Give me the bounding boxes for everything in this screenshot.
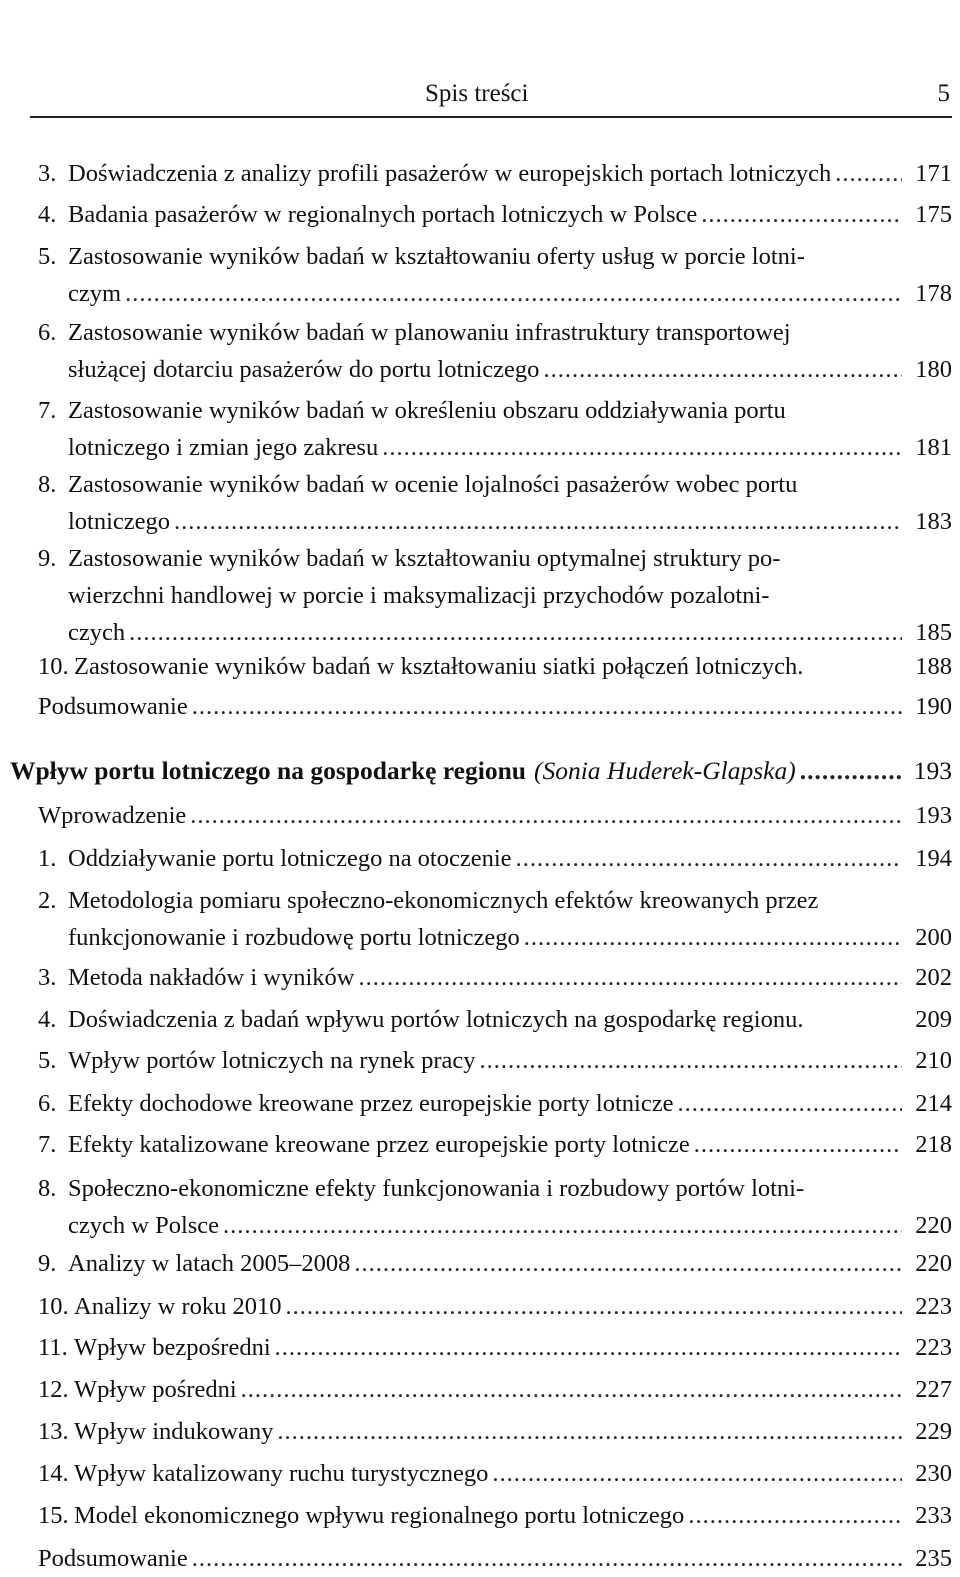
toc-entry-line bbox=[38, 1540, 952, 1577]
toc-entry-number: 11. bbox=[38, 1334, 68, 1361]
toc-page-number: 178 bbox=[915, 280, 952, 307]
toc-entry-number: 6. bbox=[38, 319, 57, 346]
toc-entry-line bbox=[38, 351, 952, 388]
running-head-title: Spis treści bbox=[425, 80, 529, 107]
toc-leader-dots bbox=[125, 275, 902, 312]
toc-leader-dots bbox=[277, 1413, 902, 1450]
toc-entry-line bbox=[38, 577, 952, 614]
toc-leader-dots bbox=[358, 959, 902, 996]
toc-entry-title: Doświadczenia z badań wpływu portów lotniczych na gospodarkę regionu. bbox=[68, 1006, 804, 1033]
toc-page-number: 214 bbox=[915, 1090, 952, 1117]
toc-page-number: 229 bbox=[915, 1418, 952, 1445]
toc-entry-number: 2. bbox=[38, 887, 57, 914]
toc-entry[interactable] bbox=[38, 1042, 952, 1079]
toc-entry[interactable] bbox=[38, 1371, 952, 1408]
toc-entry-number: 4. bbox=[38, 201, 57, 228]
toc-entry-line bbox=[38, 314, 952, 351]
toc-entry[interactable] bbox=[38, 688, 952, 725]
toc-entry[interactable] bbox=[38, 1540, 952, 1577]
toc-entry-line bbox=[38, 1170, 952, 1207]
chapter-page-number: 193 bbox=[913, 756, 952, 785]
toc-leader-dots bbox=[190, 797, 902, 834]
toc-page-number: 220 bbox=[915, 1250, 952, 1277]
toc-entry-line bbox=[38, 1288, 952, 1325]
toc-entry-line bbox=[38, 1042, 952, 1079]
toc-entry-number: 14. bbox=[38, 1460, 69, 1487]
header-rule bbox=[30, 116, 952, 118]
toc-leader-dots bbox=[174, 503, 902, 540]
toc-entry-title: lotniczego i zmian jego zakresu bbox=[68, 434, 379, 461]
toc-leader-dots bbox=[129, 614, 902, 651]
toc-page-number: 223 bbox=[915, 1293, 952, 1320]
toc-leader-dots bbox=[354, 1245, 902, 1282]
toc-entry[interactable] bbox=[38, 392, 952, 466]
toc-entry[interactable] bbox=[38, 797, 952, 834]
toc-leader-dots bbox=[286, 1288, 902, 1325]
toc-entry-number: 5. bbox=[38, 243, 57, 270]
toc-entry-title: czych bbox=[68, 619, 126, 646]
toc-leader-dots bbox=[382, 429, 902, 466]
toc-entry-title: Wpływ bezpośredni bbox=[74, 1334, 271, 1361]
toc-entry-line bbox=[38, 959, 952, 996]
toc-entry-line bbox=[38, 1207, 952, 1244]
toc-entry-line bbox=[38, 1329, 952, 1366]
toc-entry-line bbox=[38, 1497, 952, 1534]
toc-entry-line bbox=[38, 882, 952, 919]
toc-entry-line bbox=[38, 1126, 952, 1163]
toc-entry-line bbox=[38, 503, 952, 540]
toc-page-number: 202 bbox=[915, 964, 952, 991]
toc-entry[interactable] bbox=[38, 196, 952, 233]
running-head-page-number: 5 bbox=[937, 80, 950, 107]
toc-entry-title: Wpływ katalizowany ruchu turystycznego bbox=[74, 1460, 489, 1487]
toc-entry-title: Wpływ pośredni bbox=[74, 1376, 237, 1403]
toc-entry-line bbox=[38, 614, 952, 651]
toc-leader-dots bbox=[835, 155, 902, 192]
toc-entry-line bbox=[38, 429, 952, 466]
toc-entry-title: Wpływ portów lotniczych na rynek pracy bbox=[68, 1047, 476, 1074]
toc-page-number: 218 bbox=[915, 1131, 952, 1158]
toc-entry-title: funkcjonowanie i rozbudowę portu lotniczego bbox=[68, 924, 520, 951]
toc-page-number: 200 bbox=[915, 924, 952, 951]
toc-entry-number: 4. bbox=[38, 1006, 57, 1033]
toc-entry[interactable] bbox=[38, 540, 952, 651]
toc-entry[interactable] bbox=[38, 1085, 952, 1122]
toc-leader-dots bbox=[192, 688, 902, 725]
toc-entry-number: 7. bbox=[38, 397, 57, 424]
toc-entry-line bbox=[38, 196, 952, 233]
toc-page-number: 190 bbox=[915, 693, 952, 720]
toc-entry-title: Społeczno-ekonomiczne efekty funkcjonowania i rozbudowy portów lotni- bbox=[68, 1175, 805, 1202]
toc-page-number: 193 bbox=[915, 802, 952, 829]
toc-entry-title: wierzchni handlowej w porcie i maksymalizacji przychodów pozalotni- bbox=[68, 582, 770, 609]
toc-page-number: 188 bbox=[915, 653, 952, 680]
toc-entry-title: Analizy w roku 2010 bbox=[74, 1293, 282, 1320]
toc-entry-line bbox=[38, 648, 952, 685]
toc-entry[interactable] bbox=[38, 314, 952, 388]
toc-page-number: 183 bbox=[915, 508, 952, 535]
toc-entry-number: 8. bbox=[38, 1175, 57, 1202]
toc-entry-title: czych w Polsce bbox=[68, 1212, 220, 1239]
toc-entry-title: Zastosowanie wyników badań w planowaniu infrastruktury transportowej bbox=[68, 319, 791, 346]
toc-entry-title: Zastosowanie wyników badań w ocenie lojalności pasażerów wobec portu bbox=[68, 471, 798, 498]
toc-entry-line bbox=[38, 1455, 952, 1492]
toc-entry-number: 8. bbox=[38, 471, 57, 498]
toc-page-number: 194 bbox=[915, 845, 952, 872]
toc-entry-title: Efekty katalizowane kreowane przez europejskie porty lotnicze bbox=[68, 1131, 690, 1158]
toc-page-number: 210 bbox=[915, 1047, 952, 1074]
toc-entry-number: 9. bbox=[38, 1250, 57, 1277]
toc-entry-line bbox=[38, 466, 952, 503]
toc-leader-dots bbox=[688, 1497, 902, 1534]
toc-entry-line bbox=[38, 919, 952, 956]
toc-entry-title: Wpływ indukowany bbox=[74, 1418, 274, 1445]
toc-entry-title: Zastosowanie wyników badań w określeniu obszaru oddziaływania portu bbox=[68, 397, 786, 424]
toc-leader-dots bbox=[492, 1455, 902, 1492]
toc-entry-title: służącej dotarciu pasażerów do portu lotniczego bbox=[68, 356, 540, 383]
toc-entry-line bbox=[38, 540, 952, 577]
toc-entry-title: Podsumowanie bbox=[38, 1545, 188, 1572]
toc-entry[interactable] bbox=[38, 1497, 952, 1534]
toc-leader-dots bbox=[275, 1329, 902, 1366]
toc-leader-dots bbox=[516, 840, 902, 877]
toc-entry[interactable] bbox=[38, 466, 952, 540]
toc-entry-title: Analizy w latach 2005–2008 bbox=[68, 1250, 351, 1277]
toc-entry[interactable] bbox=[38, 1001, 952, 1038]
toc-entry[interactable] bbox=[38, 1329, 952, 1366]
toc-entry-line bbox=[38, 238, 952, 275]
toc-entry-line bbox=[38, 1001, 952, 1038]
toc-leader-dots bbox=[694, 1126, 902, 1163]
toc-page-number: 180 bbox=[915, 356, 952, 383]
toc-entry[interactable] bbox=[38, 840, 952, 877]
toc-entry[interactable] bbox=[38, 1126, 952, 1163]
toc-entry-line bbox=[38, 840, 952, 877]
toc-entry-title: Zastosowanie wyników badań w kształtowaniu siatki połączeń lotniczych. bbox=[74, 653, 804, 680]
toc-entry-line bbox=[38, 275, 952, 312]
toc-entry[interactable] bbox=[38, 1170, 952, 1244]
toc-page-number: 209 bbox=[915, 1006, 952, 1033]
toc-entry-title: Zastosowanie wyników badań w kształtowaniu oferty usług w porcie lotni- bbox=[68, 243, 805, 270]
toc-leader-dots bbox=[241, 1371, 902, 1408]
toc-entry-title: czym bbox=[68, 280, 122, 307]
toc-entry-line bbox=[38, 797, 952, 834]
toc-entry-number: 1. bbox=[38, 845, 57, 872]
toc-entry-line bbox=[38, 392, 952, 429]
toc-page-number: 227 bbox=[915, 1376, 952, 1403]
chapter-heading[interactable] bbox=[10, 752, 952, 789]
toc-entry-number: 3. bbox=[38, 160, 57, 187]
toc-entry[interactable] bbox=[38, 155, 952, 192]
toc-entry-title: Efekty dochodowe kreowane przez europejskie porty lotnicze bbox=[68, 1090, 674, 1117]
toc-entry-title: Podsumowanie bbox=[38, 693, 188, 720]
chapter-author: (Sonia Huderek-Glapska) bbox=[533, 756, 796, 785]
toc-page-number: 235 bbox=[915, 1545, 952, 1572]
toc-entry-number: 12. bbox=[38, 1376, 69, 1403]
toc-entry-line bbox=[38, 1085, 952, 1122]
toc-entry-number: 9. bbox=[38, 545, 57, 572]
toc-entry-line bbox=[38, 1413, 952, 1450]
toc-leader-dots bbox=[480, 1042, 902, 1079]
toc-entry-title: Wprowadzenie bbox=[38, 802, 187, 829]
toc-entry-line bbox=[38, 688, 952, 725]
chapter-title: Wpływ portu lotniczego na gospodarkę regionu bbox=[10, 756, 526, 785]
toc-entry-title: Zastosowanie wyników badań w kształtowaniu optymalnej struktury po- bbox=[68, 545, 781, 572]
toc-entry-title: Metodologia pomiaru społeczno-ekonomicznych efektów kreowanych przez bbox=[68, 887, 819, 914]
running-head bbox=[0, 80, 960, 116]
toc-entry[interactable] bbox=[38, 1455, 952, 1492]
toc-entry-number: 3. bbox=[38, 964, 57, 991]
toc-page-number: 185 bbox=[915, 619, 952, 646]
toc-entry-number: 10. bbox=[38, 1293, 69, 1320]
toc-page-number: 171 bbox=[915, 160, 952, 187]
toc-entry[interactable] bbox=[38, 1245, 952, 1282]
toc-entry-number: 15. bbox=[38, 1502, 69, 1529]
toc-entry-number: 10. bbox=[38, 653, 69, 680]
toc-entry-title: Oddziaływanie portu lotniczego na otoczenie bbox=[68, 845, 512, 872]
toc-entry-line bbox=[38, 155, 952, 192]
toc-entry-line bbox=[38, 1245, 952, 1282]
toc-entry-title: Badania pasażerów w regionalnych portach lotniczych w Polsce bbox=[68, 201, 698, 228]
toc-entry[interactable] bbox=[38, 882, 952, 956]
toc-entry-title: Model ekonomicznego wpływu regionalnego portu lotniczego bbox=[74, 1502, 685, 1529]
toc-page-number: 233 bbox=[915, 1502, 952, 1529]
toc-entry[interactable] bbox=[38, 1413, 952, 1450]
toc-leader-dots bbox=[192, 1540, 902, 1577]
toc-entry[interactable] bbox=[38, 238, 952, 312]
toc-page-number: 175 bbox=[915, 201, 952, 228]
toc-leader-dots bbox=[524, 919, 902, 956]
toc-entry-number: 6. bbox=[38, 1090, 57, 1117]
toc-leader-dots bbox=[800, 752, 902, 789]
toc-leader-dots bbox=[223, 1207, 902, 1244]
toc-entry[interactable] bbox=[38, 959, 952, 996]
toc-page-number: 181 bbox=[915, 434, 952, 461]
toc-leader-dots bbox=[677, 1085, 902, 1122]
toc-entry-number: 7. bbox=[38, 1131, 57, 1158]
toc-entry[interactable] bbox=[38, 648, 952, 685]
toc-entry-line bbox=[38, 1371, 952, 1408]
toc-entry-title: lotniczego bbox=[68, 508, 171, 535]
toc-entry-title: Metoda nakładów i wyników bbox=[68, 964, 355, 991]
toc-entry[interactable] bbox=[38, 1288, 952, 1325]
toc-page-number: 230 bbox=[915, 1460, 952, 1487]
toc-page-number: 220 bbox=[915, 1212, 952, 1239]
toc-entry-number: 5. bbox=[38, 1047, 57, 1074]
chapter-heading-line bbox=[10, 752, 952, 789]
toc-page-number: 223 bbox=[915, 1334, 952, 1361]
toc-leader-dots bbox=[701, 196, 902, 233]
toc-entry-title: Doświadczenia z analizy profili pasażerów w europejskich portach lotniczych bbox=[68, 160, 832, 187]
toc-leader-dots bbox=[543, 351, 902, 388]
toc-entry-number: 13. bbox=[38, 1418, 69, 1445]
